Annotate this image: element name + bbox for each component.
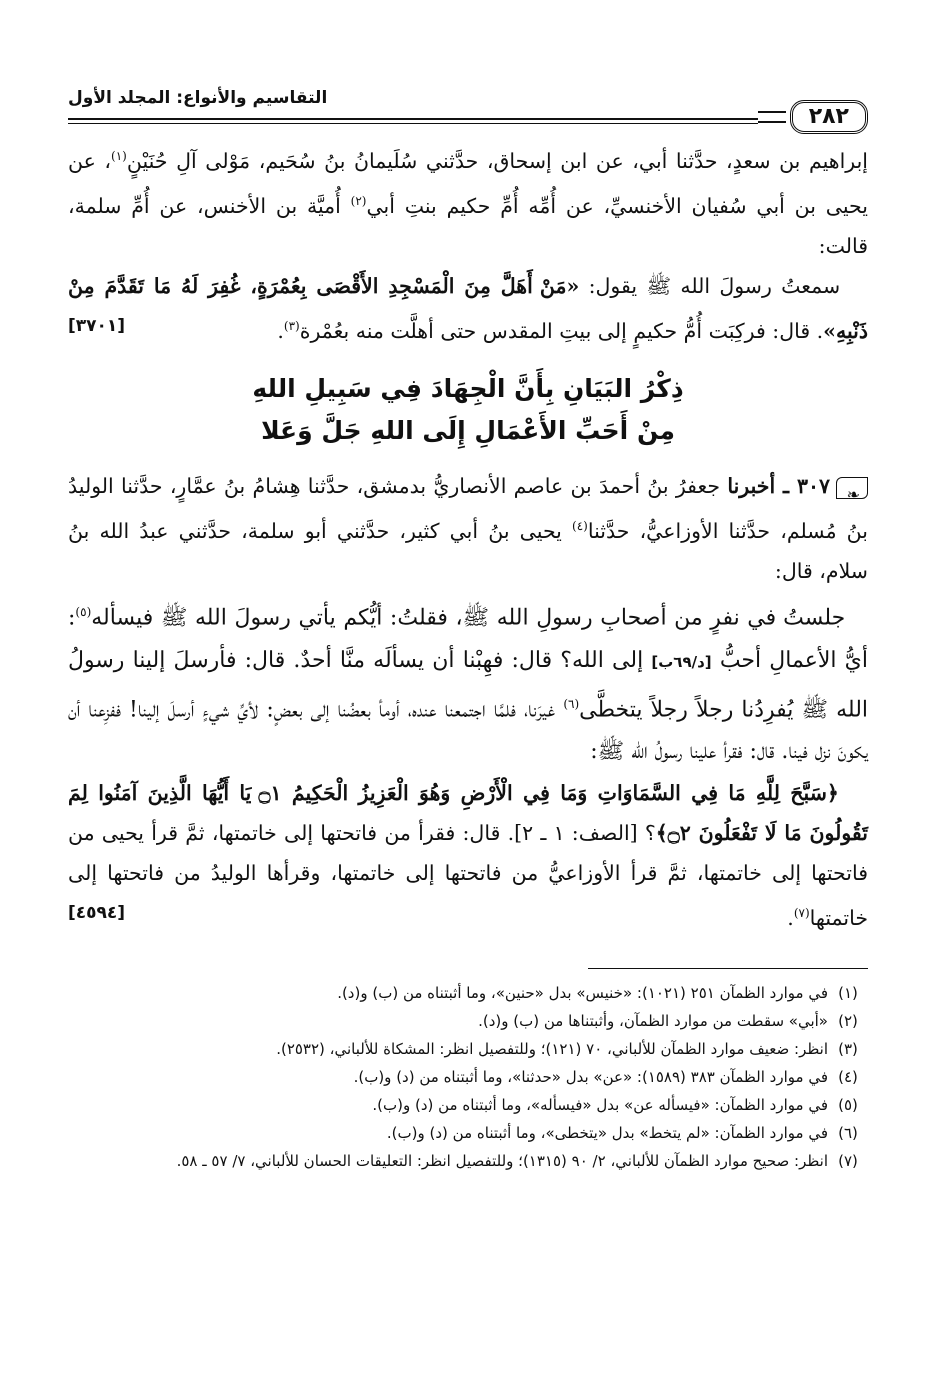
footnotes: [68, 979, 868, 1175]
text-run: جعفرُ بنُ أحمدَ بن عاصم الأنصاريُّ بدمشق، حدَّثنا هِشامُ بنُ عمَّارٍ، حدَّثنا الوليدُ بنُ مُسلم، حدَّثنا الأوزاعيُّ، حدَّثنا: [68, 474, 868, 544]
text-run: .: [787, 905, 794, 930]
main-text: [68, 136, 868, 938]
footnote-marker: (٤): [572, 519, 588, 534]
footnote: [68, 1119, 868, 1147]
paragraph-5: [68, 773, 868, 938]
footnote-text: في موارد الظمآن ٣٨٣ (١٥٨٩): «عن» بدل «حدثنا»، وما أثبتناه من (د) و(ب).: [353, 1067, 828, 1086]
text-run: إبراهيم بن سعدٍ، حدَّثنا أبي، عن ابن إسحاق، حدَّثني سُلَيمانُ بنُ سُحَيم، مَوْلى آلِ حُنَيْنٍ: [126, 148, 868, 173]
paragraph-4: [68, 591, 868, 773]
book-page: [68, 78, 868, 1175]
footnote-text: في موارد الظمآن ٢٥١ (١٠٢١): «خنيس» بدل «حنين»، وما أثبتناه من (ب) و(د).: [337, 983, 828, 1002]
footnote-number: (٤): [838, 1067, 858, 1086]
footnote: [68, 1063, 868, 1091]
footnote-text: انظر: ضعيف موارد الظمآن للألباني، ٧٠ (١٢١)؛ وللتفصيل انظر: المشكاة للألباني، (٢٥٣٢).: [276, 1039, 828, 1058]
page-number: ٢٨٢: [790, 100, 868, 134]
header-rule: [68, 118, 758, 124]
hadith-number: ٣٠٧ ـ أخبرنا: [727, 474, 830, 499]
page-header: [68, 78, 868, 134]
text-run: جلستُ في نفرٍ من أصحابِ رسولِ الله ﷺ، فقلتُ: أيُّكم يأتي رسولَ الله ﷺ فيسأله: [91, 605, 846, 631]
footnote-text: «أبي» سقطت من موارد الظمآن، وأثبتناها من (ب) و(د).: [478, 1011, 828, 1030]
footnote-marker: (٥): [75, 605, 92, 620]
footnote-text: في موارد الظمآن: «لم يتخط» بدل «يتخطى»، وما أثبتناه من (د) و(ب).: [386, 1123, 828, 1142]
text-run: أُميَّة بن الأخنس، عن أُمِّ سلمة، قالت:: [68, 193, 868, 258]
hadith-reference: [٣٧٠١]: [68, 315, 126, 336]
paragraph-3: [68, 466, 868, 591]
footnote-text: في موارد الظمآن: «فيسأله عن» بدل «فيسأله»، وما أثبتناه من (د) و(ب).: [372, 1095, 828, 1114]
hadith-number-icon: [836, 477, 868, 499]
footnote-marker: (٦): [563, 696, 580, 711]
text-run: . قال: فقرأ من فاتحتها إلى خاتمتها، ثمَّ قرأ يحيى من فاتحتها إلى خاتمتها، ثمَّ قرأ الأوزاعيُّ من فاتحتها إلى خاتمتها، وقرأها الوليدُ من فاتحتها إلى خاتمتها: [68, 820, 868, 930]
ornament-bars: [758, 111, 786, 123]
footnote: [68, 1147, 868, 1175]
paragraph-1: [68, 136, 868, 266]
text-run: . قال: فركِبَت أُمُّ حكيمٍ إلى بيتِ المقدس حتى أهلَّت منه بعُمْرة: [299, 318, 824, 343]
footnote-marker: (٣): [283, 318, 300, 333]
footnote-number: (٥): [838, 1095, 858, 1114]
hadith-reference: [٤٥٩٤]: [68, 902, 126, 923]
footnote: [68, 1091, 868, 1119]
footnote-number: (٢): [838, 1011, 858, 1030]
hadith-quote: «مَنْ أَهَلَّ مِنَ الْمَسْجِدِ الأَقْصَى بِعُمْرَةٍ، غُفِرَ لَهُ مَا تَقَدَّمَ مِنْ ذَنْبِهِ»: [68, 273, 868, 343]
footnote-text: انظر: صحيح موارد الظمآن للألباني، ٢/ ٩٠ (١٣١٥)؛ وللتفصيل انظر: التعليقات الحسان للألباني، ٧/ ٥٧ ـ ٥٨.: [176, 1151, 828, 1170]
footnote-number: (٧): [838, 1151, 858, 1170]
footnote: [68, 1035, 868, 1063]
text-run: يحيى بنُ أبي كثير، حدَّثني أبو سلمة، حدَّثني عبدُ الله بنُ سلام، قال:: [68, 519, 868, 584]
footnote-number: (٣): [838, 1039, 858, 1058]
manuscript-ref: [د/٦٩ب]: [651, 652, 712, 671]
text-run: إلى الله؟ قال: فهِبْنا أن يسألَه منَّا أحدٌ. قال: فأرسلَ إلينا رسولُ الله ﷺ يُفرِدُنا رجلاً رجلاً يتخطَّى: [68, 647, 869, 722]
section-title: [68, 368, 868, 452]
footnote-separator: [588, 968, 868, 969]
title-line-2: مِنْ أَحَبِّ الأَعْمَالِ إِلَى اللهِ جَلَّ وَعَلا: [261, 416, 675, 446]
quran-verse: ﴿سَبَّحَ لِلَّهِ مَا فِي السَّمَاوَاتِ وَمَا فِي الْأَرْضِ وَهُوَ الْعَزِيزُ الْحَكِيمُ ۝١ يَا أَيُّهَا الَّذِينَ آمَنُوا لِمَ تَقُولُونَ مَا لَا تَفْعَلُونَ ۝٢﴾: [68, 780, 868, 845]
footnote: [68, 1007, 868, 1035]
text-run: ، عن يحيى بن أبي سُفيان الأخنسيِّ، عن أُمِّه أُمِّ حكيم بنتِ أبي: [68, 148, 868, 218]
text-run: غيرَنا، فلمَّا اجتمعنا عنده، أومأ بعضُنا إلى بعضٍ: لأيِّ شيءٍ أرسلَ إلينا! ففزِعنا أن يكونَ نزل فينا. قال: فقرأ علينا رسولُ الله ﷺ:: [68, 696, 868, 764]
footnote-marker: (٧): [793, 905, 810, 920]
verse-source: ؟ [الصف: ١ ـ ٢]: [514, 820, 656, 845]
running-title: التقاسيم والأنواع: المجلد الأول: [68, 88, 328, 108]
title-line-1: ذِكْرُ البَيَانِ بِأَنَّ الْجِهَادَ فِي سَبِيلِ اللهِ: [252, 374, 684, 404]
footnote-number: (٦): [838, 1123, 858, 1142]
footnote-marker: (١): [111, 149, 127, 163]
page-number-frame: [758, 100, 868, 134]
paragraph-2: سمعتُ رسولَ الله ﷺ يقول: «مَنْ أَهَلَّ مِنَ الْمَسْجِدِ الأَقْصَى بِعُمْرَةٍ، غُفِرَ لَهُ مَا تَقَدَّمَ مِنْ ذَنْبِهِ». قال: فركِبَت أُمُّ حكيمٍ إلى بيتِ المقدس حتى أهلَّت منه بعُمْرة$^{(٣)}$. [٣٧٠١]: [68, 266, 868, 351]
footnote-marker: (٢): [350, 193, 367, 208]
footnote: [68, 979, 868, 1007]
text-run: : أيُّ الأعمالِ أحبُّ: [68, 605, 868, 673]
footnote-number: (١): [838, 983, 858, 1002]
text-run: سمعتُ رسولَ الله ﷺ يقول:: [579, 273, 841, 298]
